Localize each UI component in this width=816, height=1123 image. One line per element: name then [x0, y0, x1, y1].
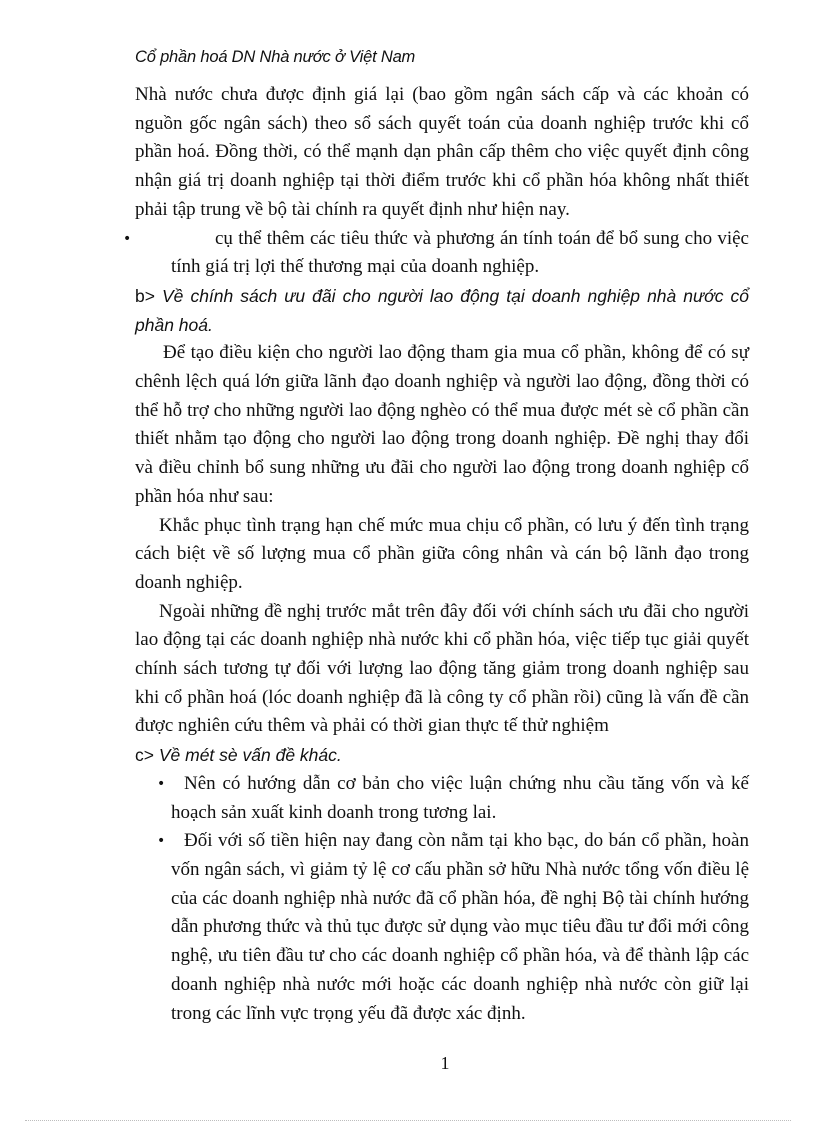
paragraph-valuation: Nhà nước chưa được định giá lại (bao gồm ngân sách cấp và các khoản có nguồn gốc ngân sách) theo sổ sách quyết toán của doanh nghiệp trước khi cổ phần hoá. Đồng thời, có thể mạnh dạn phân cấp thêm cho việc quyết định công nhận giá trị doanh nghiệp tại thời điểm trước khi cổ phần hóa không nhất thiết phải tập trung về bộ tài chính ra quyết định như hiện nay. [135, 84, 749, 220]
bullet-text: cụ thể thêm các tiêu thức và phương án tính toán để bổ sung cho việc tính giá trị lợi thế thương mại của doanh nghiệp. [171, 227, 749, 278]
section-marker: b> [135, 285, 155, 306]
bullet-text: Đối với số tiền hiện nay đang còn nằm tại kho bạc, do bán cổ phần, hoàn vốn ngân sách, vì giảm tỷ lệ cơ cấu phần sở hữu Nhà nước tổng vốn điều lệ của các doanh nghiệp nhà nước đã cổ phần hóa, đề nghị Bộ tài chính hướng dẫn phương thức và thủ tục được sử dụng vào mục tiêu đầu tư đổi mới công nghệ, ưu tiên đầu tư cho các doanh nghiệp cổ phần hóa, và để thành lập các doanh nghiệp nhà nước mới hoặc các doanh nghiệp nhà nước còn giữ lại trong các lĩnh vực trọng yếu đã được xác định. [171, 830, 749, 1024]
section-marker: c> [135, 745, 154, 766]
section-heading-text: Về mét sè vấn đề khác. [158, 745, 342, 766]
bullet-item-capital-plan [135, 770, 749, 827]
running-header: Cổ phần hoá DN Nhà nước ở Việt Nam [135, 48, 416, 66]
section-heading-c [135, 741, 749, 770]
bullet-icon: • [157, 775, 166, 792]
bullet-item-goodwill [123, 225, 749, 282]
bullet-icon: • [157, 833, 166, 850]
page-number: 1 [440, 1053, 450, 1073]
bullet-item-treasury-funds [135, 827, 749, 1028]
section-heading-text: Về chính sách ưu đãi cho người lao động tại doanh nghiệp nhà nước cổ phần hoá. [135, 285, 749, 335]
bullet-icon: • [123, 230, 132, 247]
document-body [123, 81, 749, 1028]
section-heading-b [135, 282, 749, 339]
paragraph-share-purchase-limit: Khắc phục tình trạng hạn chế mức mua chịu cổ phần, có lưu ý đến tình trạng cách biệt về số lượng mua cổ phần giữa công nhân và cán bộ lãnh đạo trong doanh nghiệp. [135, 514, 749, 593]
page-divider [25, 1120, 791, 1121]
paragraph-further-policy: Ngoài những đề nghị trước mắt trên đây đối với chính sách ưu đãi cho người lao động tại các doanh nghiệp nhà nước khi cổ phần hóa, việc tiếp tục giải quyết chính sách tương tự đối với lượng lao động tăng giảm trong doanh nghiệp sau khi cổ phần hoá (lóc doanh nghiệp đã là công ty cổ phần rồi) cũng là vấn đề cần được nghiên cứu thêm và phải có thời gian thực tế thử nghiệm [135, 600, 749, 737]
paragraph-worker-conditions: Để tạo điều kiện cho người lao động tham gia mua cổ phần, không để có sự chênh lệch quá lớn giữa lãnh đạo doanh nghiệp và người lao động, đồng thời có thể hỗ trợ cho những người lao động nghèo có thể mua được mét sè cổ phần cần thiết nhằm tạo động cho người lao động trong doanh nghiệp. Đề nghị thay đổi và điều chỉnh bổ sung những ưu đãi cho người lao động trong doanh nghiệp cổ phần hóa như sau: [135, 342, 749, 507]
bullet-text: Nên có hướng dẫn cơ bản cho việc luận chứng nhu cầu tăng vốn và kế hoạch sản xuất kinh doanh trong tương lai. [171, 772, 749, 823]
